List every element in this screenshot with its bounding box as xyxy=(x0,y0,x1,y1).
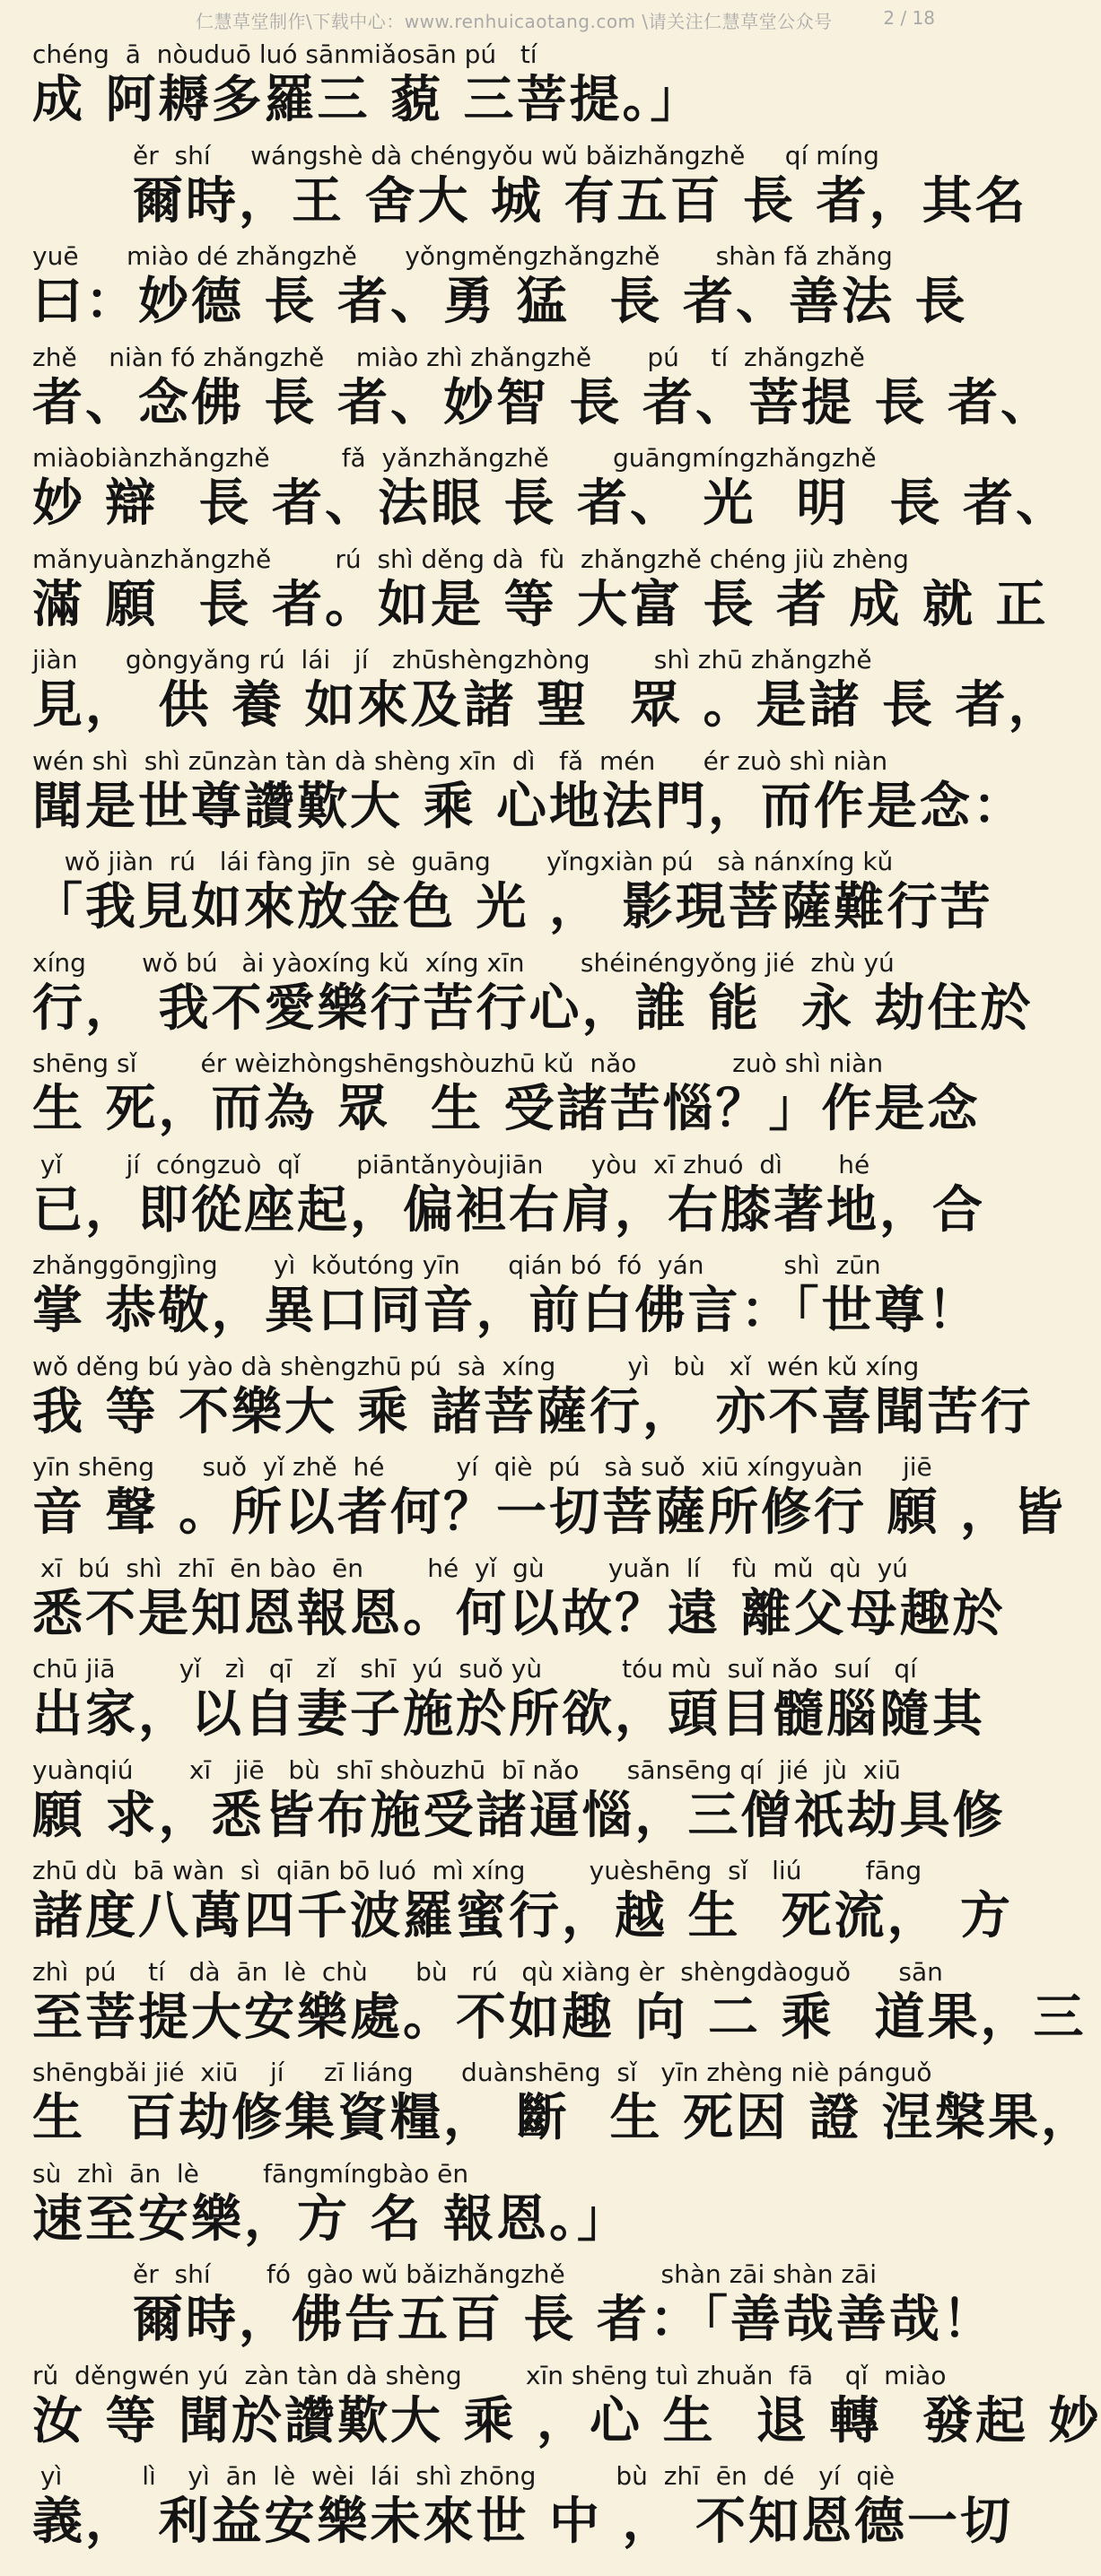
pinyin-annotation: yǐ jí cóngzuò qǐ piāntǎnyòujiān yòu xī zhuó dì hé xyxy=(32,1149,870,1179)
pinyin-annotation: chū jiā yǐ zì qī zǐ shī yú suǒ yù tóu mù suǐ nǎo suí qí xyxy=(32,1654,917,1684)
pinyin-annotation: zhū dù bā wàn sì qiān bō luó mì xíng yuèshēng sǐ liú fāng xyxy=(32,1856,922,1885)
text-line xyxy=(32,1148,985,1249)
chinese-text: 滿 願 長 者。如是 等 大富 長 者 成 就 正 xyxy=(32,575,1049,634)
chinese-text: 出家，以自妻子施於所欲，頭目髓腦隨其 xyxy=(32,1685,985,1744)
pinyin-annotation: miàobiànzhǎngzhě fǎ yǎnzhǎngzhě guāngmíngzhǎngzhě xyxy=(32,443,877,473)
pinyin-annotation: jiàn gòngyǎng rú lái jí zhūshèngzhòng shì zhū zhǎngzhě xyxy=(32,645,872,674)
pinyin-annotation: ěr shí wángshè dà chéngyǒu wǔ bǎizhǎngzhě qí míng xyxy=(133,140,879,170)
text-line xyxy=(32,2459,1013,2561)
text-line xyxy=(32,2157,937,2258)
chinese-text: 曰：妙德 長 者、勇 猛 長 者、善法 長 xyxy=(32,273,968,331)
chinese-text: 行， 我不愛樂行苦行心，誰 能 永 劫住於 xyxy=(32,979,1034,1038)
page-header xyxy=(0,0,969,36)
chinese-text: 願 求，悉皆布施受諸逼惱，三僧祇劫具修 xyxy=(32,1786,1006,1845)
chinese-text: 我 等 不樂大 乘 諸菩薩行， 亦不喜聞苦行 xyxy=(32,1382,1034,1441)
pinyin-annotation: zhě niàn fó zhǎngzhě miào zhì zhǎngzhě pú tí zhǎngzhě xyxy=(32,342,865,372)
pinyin-annotation: rǔ děngwén yú zàn tàn dà shèng xīn shēng tuì zhuǎn fā qǐ miào xyxy=(32,2360,947,2390)
text-line xyxy=(32,1652,985,1754)
pinyin-annotation: yuànqiú xī jiē bù shī shòuzhū bī nǎo sānsēng qí jié jù xiū xyxy=(32,1754,901,1785)
pinyin-annotation: shēng sǐ ér wèizhòngshēngshòuzhū kǔ nǎo zuò shì niàn xyxy=(32,1049,884,1078)
chinese-text: 掌 恭敬，異口同音，前白佛言：「世尊！ xyxy=(32,1282,981,1340)
text-line xyxy=(32,946,1034,1048)
chinese-text: 音 聲 。所以者何？一切菩薩所修行 願 ，皆 xyxy=(32,1484,1066,1542)
text-line xyxy=(32,441,1069,543)
text-line xyxy=(32,341,1053,442)
text-line xyxy=(32,239,968,341)
text-line xyxy=(32,1450,1066,1552)
text-line xyxy=(32,1854,1013,1955)
chinese-text: 諸度八萬四千波羅蜜行，越 生 死流， 方 xyxy=(32,1887,1013,1945)
pinyin-annotation: zhǎnggōngjìng yì kǒutóng yīn qián bó fó yán shì zūn xyxy=(32,1250,881,1280)
pinyin-annotation: yì lì yì ān lè wèi lái shì zhōng bù zhī ēn dé yí qiè xyxy=(32,2461,896,2491)
pinyin-annotation: wǒ děng bú yào dà shèngzhū pú sà xíng yì bù xǐ wén kǔ xíng xyxy=(32,1351,920,1381)
text-line xyxy=(32,1249,981,1350)
pinyin-annotation: zhì pú tí dà ān lè chù bù rú qù xiàng èr shèngdàoguǒ sān xyxy=(32,1956,943,1987)
chinese-text: 聞是世尊讚歎大 乘 心地法門，而作是念： xyxy=(32,777,1026,836)
text-body xyxy=(32,38,1101,2561)
text-line xyxy=(32,139,1028,240)
pinyin-annotation: chéng ā nòuduō luó sānmiǎosān pú tí xyxy=(32,39,537,69)
chinese-text: 「我見如來放金色 光 ， 影現菩薩難行苦 xyxy=(32,878,993,936)
text-line xyxy=(32,543,1049,644)
chinese-text: 妙 辯 長 者、法眼 長 者、 光 明 長 者、 xyxy=(32,474,1069,533)
header-text: 仁慧草堂制作\下载中心：www.renhuicaotang.com \请关注仁慧草堂公众号 xyxy=(196,11,833,32)
text-line xyxy=(32,643,1062,744)
pinyin-annotation: mǎnyuànzhǎngzhě rú shì děng dà fù zhǎngzhě chéng jiù zhèng xyxy=(32,544,909,574)
pinyin-annotation: yuē miào dé zhǎngzhě yǒngměngzhǎngzhě shàn fǎ zhǎng xyxy=(32,241,893,271)
chinese-text: 悉不是知恩報恩。何以故？遠 離父母趣於 xyxy=(32,1584,1006,1643)
chinese-text: 義， 利益安樂未來世 中 ， 不知恩德一切 xyxy=(32,2493,1013,2551)
chinese-text: 汝 等 聞於讚歎大 乘 ，心 生 退 轉 發起 妙 xyxy=(32,2391,1101,2450)
chinese-text: 爾時，佛告五百 長 者：「善哉善哉！ xyxy=(133,2291,995,2349)
chinese-text: 爾時，王 舍大 城 有五百 長 者，其名 xyxy=(133,171,1028,231)
text-line xyxy=(32,1955,1087,2057)
text-line xyxy=(32,2056,1094,2157)
chinese-text: 已，即從座起，偏袒右肩，右膝著地，合 xyxy=(32,1180,985,1240)
text-line xyxy=(32,845,993,946)
text-line xyxy=(32,1047,981,1148)
text-line xyxy=(32,1754,1006,1855)
pinyin-annotation: ěr shí fó gào wǔ bǎizhǎngzhě shàn zāi shàn zāi xyxy=(133,2259,878,2289)
page-number: 2 / 18 xyxy=(883,7,935,29)
text-line xyxy=(32,744,1026,846)
chinese-text: 見， 供 養 如來及諸 聖 眾 。是諸 長 者， xyxy=(32,676,1062,735)
pinyin-annotation: sù zhì ān lè fāngmíngbào ēn xyxy=(32,2158,469,2189)
chinese-text: 成 阿耨多羅三 藐 三菩提。」 xyxy=(32,71,703,129)
chinese-text: 生 百劫修集資糧， 斷 生 死因 證 涅槃果， xyxy=(32,2089,1094,2147)
pinyin-annotation: shēngbǎi jié xiū jí zī liáng duànshēng sǐ yīn zhèng niè pánguǒ xyxy=(32,2058,932,2087)
text-line xyxy=(32,2359,1101,2460)
pinyin-annotation: wǒ jiàn rú lái fàng jīn sè guāng yǐngxiàn pú sà nánxíng kǔ xyxy=(32,847,894,876)
chinese-text: 速至安樂，方 名 報恩。」 xyxy=(32,2189,630,2249)
text-line xyxy=(32,38,937,139)
text-line xyxy=(32,1350,1034,1451)
pinyin-annotation: xíng wǒ bú ài yàoxíng kǔ xíng xīn shéinéngyǒng jié zhù yú xyxy=(32,947,895,978)
chinese-text: 至菩提大安樂處。不如趣 向 二 乘 道果，三 xyxy=(32,1988,1087,2047)
text-line xyxy=(32,2258,995,2359)
chinese-text: 者、念佛 長 者、妙智 長 者、菩提 長 者、 xyxy=(32,373,1053,432)
chinese-text: 生 死，而為 眾 生 受諸苦惱？」作是念 xyxy=(32,1080,981,1138)
text-line xyxy=(32,1552,1006,1653)
pinyin-annotation: yīn shēng suǒ yǐ zhě hé yí qiè pú sà suǒ xiū xíngyuàn jiē xyxy=(32,1452,932,1482)
pinyin-annotation: wén shì shì zūnzàn tàn dà shèng xīn dì fǎ mén ér zuò shì niàn xyxy=(32,745,888,776)
pinyin-annotation: xī bú shì zhī ēn bào ēn hé yǐ gù yuǎn lí fù mǔ qù yú xyxy=(32,1553,908,1583)
